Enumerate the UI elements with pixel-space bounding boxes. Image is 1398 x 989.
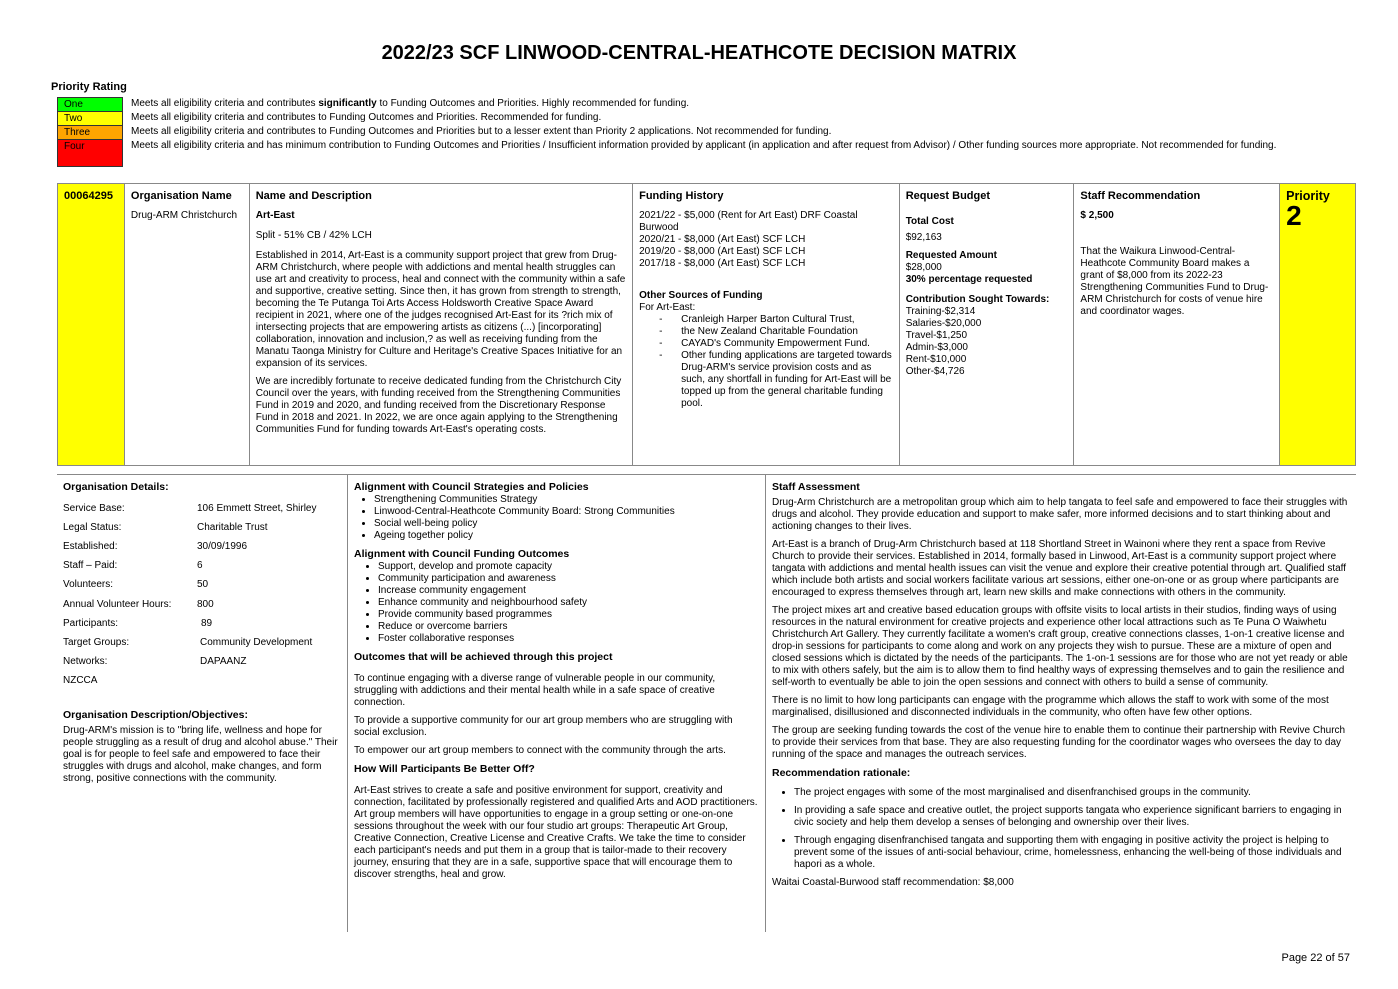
priority-value: 2 (1286, 200, 1302, 231)
name-description-header: Name and Description (255, 190, 372, 202)
organisation-details-column (57, 475, 348, 932)
assessment-paragraph: The group are seeking funding towards the cost of the venue hire to enable them to continue their partnership with Revive Church to provide their services from that base. They are also requesting funding for the coordinator wages who oversees the day to day running of the space and manages the outreach services. (772, 725, 1346, 760)
list-item: - Other funding applications are targeted towards Drug-ARM's service provision costs and as such, any shortfall in funding for Art-East will be topped up from the general charitable funding pool. (681, 350, 893, 410)
list-item: • Strengthening Communities Strategy (374, 494, 759, 506)
page-number: Page 22 of 57 (1281, 952, 1350, 964)
priority-rating-heading: Priority Rating (51, 81, 127, 93)
funding-history-cell (633, 184, 900, 465)
achieved-item: To continue engaging with a diverse range of vulnerable people in our community, struggling with addictions and their mental health while in a safe space of creative connection. (354, 673, 716, 708)
project-description-2: We are incredibly fortunate to receive dedicated funding from the Christchurch City Council over the years, with funding received from the Strengthening Communities Fund in 2019 and 2020, and funding received from the Discretionary Response Fund in 2018 and 2021. In 2022, we are once again applying to the Strengthening Communities Fund for funding towards Art-East's operating costs. (255, 376, 622, 435)
priority-three-swatch: Three (57, 125, 123, 139)
assessment-paragraph: There is no limit to how long participants can engage with the programme which allows the staff to work with some of the most marginalised, disillusioned and disconnected individuals in the community, who often have few other options. (772, 695, 1329, 718)
detail-row: Annual Volunteer Hours: 800 (63, 598, 214, 610)
other-sources-intro: For Art-East: (639, 302, 696, 313)
request-budget-header: Request Budget (905, 190, 991, 202)
priority-two-swatch: Two (57, 111, 123, 125)
assessment-paragraph: The project mixes art and creative based education groups with offsite visits to local artists in their studios, finding ways of using resources in the natural environment for creative projects and experience other local attractions such as Te Puna O Waiwhetu Christchurch Art Gallery. They currently facilitate a women's craft group, creative connections classes, 1-on-1 creative license and drop-in sessions for participants to come along and work on any projects they wish to pursue. These are a mixture of open and closed sessions which is dictated by the needs of the participants. The 1-on-1 sessions are for those who are not yet ready or able to mix with others safely, but the aim is to allow them to find healthy ways of expressing themselves and to gain the resilience and self-worth to eventually be able to join the open sessions and connect with others to build a sense of community. (772, 605, 1348, 688)
other-sources-header: Other Sources of Funding (639, 290, 763, 301)
list-item: • Provide community based programmes (378, 609, 759, 621)
project-description-1: Established in 2014, Art-East is a community support project that grew from Drug-ARM Christchurch, where people with addictions and mental health struggles can use art and creativity to process, heal and connect with the community within a safe and supportive, creative setting. Since then, it has grown from strength to strength, becoming the Te Putanga Toi Arts Access Holdsworth Creative Space Award recipient in 2021, where one of the judges recognised Art-East for its ?rich mix of intersecting projects that are empowering artists as citizens (...) [incorporating] collaboration, innovation and inclusion,? as well as receiving funding from the Manatu Taonga Ministry for Culture and Heritage's Creative Spaces Initiative for an expansion of its services. (255, 250, 626, 369)
contribution-item: Rent-$10,000 (905, 354, 967, 365)
requested-amount-value: $28,000 (905, 262, 942, 273)
priority-legend (57, 97, 1347, 167)
staff-assessment-heading: Staff Assessment (772, 481, 860, 493)
achieved-item: To provide a supportive community for our art group members who are struggling with social exclusion. (354, 715, 733, 738)
contribution-label: Contribution Sought Towards: (905, 294, 1050, 305)
staff-recommendation-header: Staff Recommendation (1080, 190, 1201, 202)
achieved-heading: Outcomes that will be achieved through this project (354, 651, 613, 663)
total-cost-label: Total Cost (905, 216, 954, 227)
contribution-item: Other-$4,726 (905, 366, 965, 377)
list-item: • Reduce or overcome barriers (378, 621, 759, 633)
legend-row-four (57, 139, 1347, 167)
rationale-heading: Recommendation rationale: (772, 767, 911, 779)
decision-matrix-row (57, 183, 1356, 466)
legend-row-two (57, 111, 1347, 125)
outcomes-list (354, 561, 759, 645)
legend-row-three (57, 125, 1347, 139)
detail-row: Target Groups: Community Development (63, 636, 313, 648)
priority-four-text: Meets all eligibility criteria and has minimum contribution to Funding Outcomes and Priorities / Insufficient information provided by applicant (in application and after request from Advisor) / Other funding sources more appropriate. Not recommended for funding. (131, 140, 1277, 151)
funding-history-header: Funding History (639, 190, 724, 202)
application-id: 00064295 (64, 190, 113, 202)
priority-three-text: Meets all eligibility criteria and contributes to Funding Outcomes and Priorities but to a lesser extent than Priority 2 applications. Not recommended for funding. (131, 126, 832, 137)
list-item: • Increase community engagement (378, 585, 759, 597)
contribution-item: Salaries-$20,000 (905, 318, 982, 329)
funding-split: Split - 51% CB / 42% LCH (255, 230, 372, 241)
staff-recommendation-note: Waitai Coastal-Burwood staff recommendation: $8,000 (772, 877, 1014, 888)
detail-row: Service Base: 106 Emmett Street, Shirley (63, 502, 317, 514)
detail-row: Staff – Paid: 6 (63, 560, 203, 572)
total-cost-value: $92,163 (905, 232, 942, 243)
list-item: • Foster collaborative responses (378, 633, 759, 645)
priority-cell (1280, 184, 1355, 465)
funding-history-item: 2020/21 - $8,000 (Art East) SCF LCH (639, 234, 806, 245)
priority-two-text: Meets all eligibility criteria and contributes to Funding Outcomes and Priorities. Recommended for funding. (131, 112, 602, 123)
list-item: • Enhance community and neighbourhood safety (378, 597, 759, 609)
achieved-item: To empower our art group members to connect with the community through the arts. (354, 745, 726, 756)
priority-one-swatch: One (57, 97, 123, 111)
funding-history-item: 2017/18 - $8,000 (Art East) SCF LCH (639, 258, 806, 269)
assessment-paragraph: Drug-Arm Christchurch are a metropolitan group which aim to help tangata to feel safe and empowered to face their struggles with drugs and alcohol. They provide education and support to make safer, more informed decisions and to start thinking about and actioning changes to their lives. (772, 497, 1348, 532)
lower-section (57, 474, 1356, 932)
outcomes-heading: Alignment with Council Funding Outcomes (354, 548, 570, 560)
application-id-cell (58, 184, 125, 465)
organisation-cell (125, 184, 250, 465)
detail-row: NZCCA (63, 675, 98, 687)
priority-four-swatch: Four (57, 139, 123, 167)
detail-row: Legal Status: Charitable Trust (63, 521, 268, 533)
better-off-heading: How Will Participants Be Better Off? (354, 763, 535, 775)
contribution-item: Admin-$3,000 (905, 342, 968, 353)
assessment-paragraph: Art-East is a branch of Drug-Arm Christchurch based at 118 Shortland Street in Wainoni where they rent a space from Revive Church to provide their services. Established in 2014, formally based in Linwood, Art-East is a community support project where tangata with addictions and mental health issues can visit the venue and explore their creative potential through art. Qualified staff which include both artists and social workers facilitate various art sessions, either one-on-one or as group where participants are encouraged to express themselves through art, learn new skills and make connections with others in the community. (772, 539, 1347, 598)
priority-header: Priority (1286, 189, 1330, 203)
detail-row: Networks: DAPAANZ (63, 656, 247, 668)
rationale-list (772, 787, 1350, 871)
detail-row: Participants: 89 (63, 617, 213, 629)
list-item: • Ageing together policy (374, 530, 759, 542)
funding-history-item: 2019/20 - $8,000 (Art East) SCF LCH (639, 246, 806, 257)
list-item: • In providing a safe space and creative outlet, the project supports tangata who experience significant barriers to engaging in civic society and help them develop a senses of belonging and ownership over their lives. (794, 805, 1350, 829)
list-item: • Social well-being policy (374, 518, 759, 530)
staff-assessment-column (766, 475, 1356, 932)
name-description-cell (250, 184, 633, 465)
strategies-heading: Alignment with Council Strategies and Policies (354, 481, 589, 493)
strategies-list (354, 494, 759, 542)
request-budget-cell (900, 184, 1075, 465)
detail-row: Volunteers: 50 (63, 579, 209, 591)
requested-amount-label: Requested Amount (905, 250, 997, 261)
list-item: - Cranleigh Harper Barton Cultural Trust, (681, 314, 893, 326)
list-item: - the New Zealand Charitable Foundation (681, 326, 893, 338)
organisation-name-header: Organisation Name (130, 190, 232, 202)
list-item: - CAYAD's Community Empowerment Fund. (681, 338, 893, 350)
organisation-name: Drug-ARM Christchurch (130, 210, 238, 221)
staff-recommendation-amount: $ 2,500 (1080, 210, 1114, 221)
page-title: 2022/23 SCF LINWOOD-CENTRAL-HEATHCOTE DECISION MATRIX (381, 42, 1017, 64)
list-item: • Through engaging disenfranchised tangata and supporting them with engaging in positive activity the project is helping to prevent some of the issues of anti-social behaviour, crime, homelessness, enhancing the well-being of those individuals and hapori as a whole. (794, 835, 1350, 871)
list-item: • Linwood-Central-Heathcote Community Board: Strong Communities (374, 506, 759, 518)
list-item: • Community participation and awareness (378, 573, 759, 585)
funding-history-item: 2021/22 - $5,000 (Rent for Art East) DRF Coastal Burwood (639, 210, 858, 233)
staff-recommendation-cell (1074, 184, 1280, 465)
list-item: • Support, develop and promote capacity (378, 561, 759, 573)
staff-recommendation-text: That the Waikura Linwood-Central-Heathcote Community Board makes a grant of $8,000 from its 2022-23 Strengthening Communities Fund to Drug-ARM Christchurch for costs of venue hire and coordinator wages. (1080, 246, 1269, 317)
organisation-description: Drug-ARM's mission is to "bring life, wellness and hope for people struggling as a result of drug and alcohol abuse." Their goal is for people to feel safe and empowered to face their struggles with drugs and alcohol, make changes, and form strong, positive connections with the community. (63, 724, 338, 784)
list-item: • The project engages with some of the most marginalised and disenfranchised groups in the community. (794, 787, 1350, 799)
organisation-details-heading: Organisation Details: (63, 481, 169, 493)
other-sources-list (639, 314, 893, 410)
better-off-text: Art-East strives to create a safe and positive environment for support, creativity and connection, facilitated by professionally registered and qualified Arts and AOD practitioners. Art group members will have opportunities to engage in a group setting or one-on-one sessions throughout the week with our four studio art groups: Therapeutic Art Group, Creative Connection, Creative License and Creative Crafts. We take the time to consider each participant's needs and put them in a group that is tailor-made to their recovery journey, ensuring that they are in a safe, supportive space that will encourage them to discover strengths, heal and grow. (354, 785, 758, 880)
percentage-requested: 30% percentage requested (905, 274, 1033, 285)
contribution-item: Travel-$1,250 (905, 330, 968, 341)
project-name: Art-East (255, 210, 295, 221)
priority-one-text: Meets all eligibility criteria and contributes significantly to Funding Outcomes and Priorities. Highly recommended for funding. (131, 98, 690, 109)
detail-row: Established: 30/09/1996 (63, 540, 248, 552)
organisation-description-heading: Organisation Description/Objectives: (63, 708, 248, 721)
contribution-item: Training-$2,314 (905, 306, 976, 317)
legend-row-one (57, 97, 1347, 111)
alignment-column (348, 475, 766, 932)
